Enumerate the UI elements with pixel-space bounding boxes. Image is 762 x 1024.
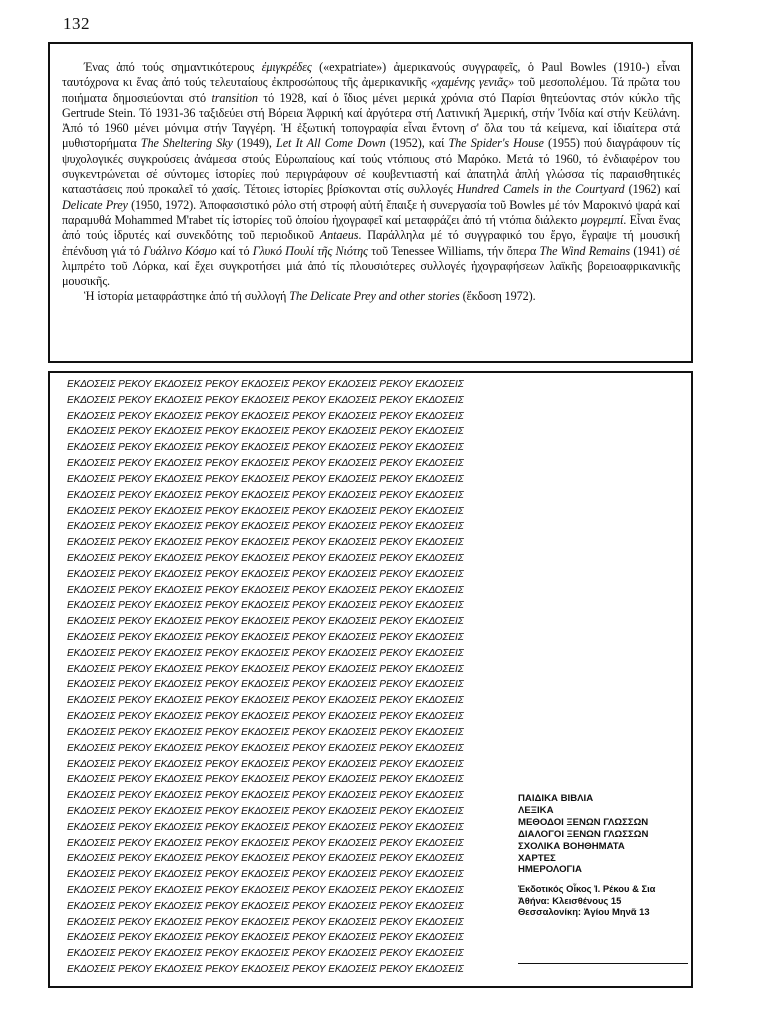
italic-title: Let It All Come Down bbox=[276, 136, 386, 151]
advert-row: ΕΚΔΟΣΕΙΣ ΡΕΚΟΥ ΕΚΔΟΣΕΙΣ ΡΕΚΟΥ ΕΚΔΟΣΕΙΣ ΡΕΚΟΥ ΕΚΔΟΣΕΙΣ ΡΕΚΟΥ ΕΚΔΟΣΕΙΣ bbox=[67, 711, 464, 723]
advert-row: ΕΚΔΟΣΕΙΣ ΡΕΚΟΥ ΕΚΔΟΣΕΙΣ ΡΕΚΟΥ ΕΚΔΟΣΕΙΣ ΡΕΚΟΥ ΕΚΔΟΣΕΙΣ ΡΕΚΟΥ ΕΚΔΟΣΕΙΣ bbox=[67, 632, 464, 643]
advert-row: ΕΚΔΟΣΕΙΣ ΡΕΚΟΥ ΕΚΔΟΣΕΙΣ ΡΕΚΟΥ ΕΚΔΟΣΕΙΣ ΡΕΚΟΥ ΕΚΔΟΣΕΙΣ ΡΕΚΟΥ ΕΚΔΟΣΕΙΣ bbox=[67, 442, 464, 454]
advert-row: ΕΚΔΟΣΕΙΣ ΡΕΚΟΥ ΕΚΔΟΣΕΙΣ ΡΕΚΟΥ ΕΚΔΟΣΕΙΣ ΡΕΚΟΥ ΕΚΔΟΣΕΙΣ ΡΕΚΟΥ ΕΚΔΟΣΕΙΣ bbox=[67, 853, 464, 865]
advert-row: ΕΚΔΟΣΕΙΣ ΡΕΚΟΥ ΕΚΔΟΣΕΙΣ ΡΕΚΟΥ ΕΚΔΟΣΕΙΣ ΡΕΚΟΥ ΕΚΔΟΣΕΙΣ ΡΕΚΟΥ ΕΚΔΟΣΕΙΣ bbox=[67, 663, 464, 675]
advert-row: ΕΚΔΟΣΕΙΣ ΡΕΚΟΥ ΕΚΔΟΣΕΙΣ ΡΕΚΟΥ ΕΚΔΟΣΕΙΣ ΡΕΚΟΥ ΕΚΔΟΣΕΙΣ ΡΕΚΟΥ ΕΚΔΟΣΕΙΣ bbox=[67, 458, 464, 470]
advert-row: ΕΚΔΟΣΕΙΣ ΡΕΚΟΥ ΕΚΔΟΣΕΙΣ ΡΕΚΟΥ ΕΚΔΟΣΕΙΣ ΡΕΚΟΥ ΕΚΔΟΣΕΙΣ ΡΕΚΟΥ ΕΚΔΟΣΕΙΣ bbox=[67, 821, 464, 833]
text-run: (1949), bbox=[232, 136, 277, 151]
advert-row: ΕΚΔΟΣΕΙΣ ΡΕΚΟΥ ΕΚΔΟΣΕΙΣ ΡΕΚΟΥ ΕΚΔΟΣΕΙΣ ΡΕΚΟΥ ΕΚΔΟΣΕΙΣ ΡΕΚΟΥ ΕΚΔΟΣΕΙΣ bbox=[67, 932, 464, 944]
catalog-item-dictionaries: ΛΕΞΙΚΑ bbox=[518, 804, 554, 816]
advert-row: ΕΚΔΟΣΕΙΣ ΡΕΚΟΥ ΕΚΔΟΣΕΙΣ ΡΕΚΟΥ ΕΚΔΟΣΕΙΣ ΡΕΚΟΥ ΕΚΔΟΣΕΙΣ ΡΕΚΟΥ ΕΚΔΟΣΕΙΣ bbox=[67, 394, 464, 406]
advert-row: ΕΚΔΟΣΕΙΣ ΡΕΚΟΥ ΕΚΔΟΣΕΙΣ ΡΕΚΟΥ ΕΚΔΟΣΕΙΣ ΡΕΚΟΥ ΕΚΔΟΣΕΙΣ ΡΕΚΟΥ ΕΚΔΟΣΕΙΣ bbox=[67, 885, 464, 896]
italic-title: «χαμένης γενιᾶς» bbox=[430, 75, 515, 90]
publisher-thessaloniki: Θεσσαλονίκη: Ἁγίου Μηνᾶ 13 bbox=[518, 906, 650, 918]
text-run: (1952), καί bbox=[385, 136, 449, 151]
catalog-item-school-aids: ΣΧΟΛΙΚΑ ΒΟΗΘΗΜΑΤΑ bbox=[518, 840, 625, 852]
italic-title: The Delicate Prey and other stories bbox=[289, 289, 460, 304]
advert-divider bbox=[518, 963, 688, 964]
text-run: τοῦ Tenessee Williams, τήν ὄπερα bbox=[367, 243, 540, 258]
advert-row: ΕΚΔΟΣΕΙΣ ΡΕΚΟΥ ΕΚΔΟΣΕΙΣ ΡΕΚΟΥ ΕΚΔΟΣΕΙΣ ΡΕΚΟΥ ΕΚΔΟΣΕΙΣ ΡΕΚΟΥ ΕΚΔΟΣΕΙΣ bbox=[67, 774, 464, 786]
advert-row: ΕΚΔΟΣΕΙΣ ΡΕΚΟΥ ΕΚΔΟΣΕΙΣ ΡΕΚΟΥ ΕΚΔΟΣΕΙΣ ΡΕΚΟΥ ΕΚΔΟΣΕΙΣ ΡΕΚΟΥ ΕΚΔΟΣΕΙΣ bbox=[67, 948, 464, 960]
catalog-item-calendars: ΗΜΕΡΟΛΟΓΙΑ bbox=[518, 864, 582, 876]
text-run: (ἔκδοση 1972). bbox=[459, 289, 536, 304]
catalog-item-childrens-books: ΠΑΙΔΙΚΑ ΒΙΒΛΙΑ bbox=[518, 793, 594, 804]
text-run: («expatriate») ἀμερικανούς συγγραφεῖς, ὁ Paul Bowles (1910-) εἶναι ταυτόχρονα κι ἕνας ἀπό τούς τελευταίους ἐκπροσώπους τῆς ἀμερικανικῆς bbox=[62, 60, 680, 90]
italic-title: Delicate Prey bbox=[62, 197, 128, 212]
advert-row: ΕΚΔΟΣΕΙΣ ΡΕΚΟΥ ΕΚΔΟΣΕΙΣ ΡΕΚΟΥ ΕΚΔΟΣΕΙΣ ΡΕΚΟΥ ΕΚΔΟΣΕΙΣ ΡΕΚΟΥ ΕΚΔΟΣΕΙΣ bbox=[67, 790, 464, 802]
catalog-item-maps: ΧΑΡΤΕΣ bbox=[518, 852, 556, 864]
catalog-item-phrasebooks: ΔΙΑΛΟΓΟΙ ΞΕΝΩΝ ΓΛΩΣΣΩΝ bbox=[518, 828, 649, 840]
italic-title: Antaeus bbox=[319, 228, 359, 243]
bio-paragraph bbox=[62, 60, 680, 289]
advert-row: ΕΚΔΟΣΕΙΣ ΡΕΚΟΥ ΕΚΔΟΣΕΙΣ ΡΕΚΟΥ ΕΚΔΟΣΕΙΣ ΡΕΚΟΥ ΕΚΔΟΣΕΙΣ ΡΕΚΟΥ ΕΚΔΟΣΕΙΣ bbox=[67, 964, 464, 976]
advert-row: ΕΚΔΟΣΕΙΣ ΡΕΚΟΥ ΕΚΔΟΣΕΙΣ ΡΕΚΟΥ ΕΚΔΟΣΕΙΣ ΡΕΚΟΥ ΕΚΔΟΣΕΙΣ ΡΕΚΟΥ ΕΚΔΟΣΕΙΣ bbox=[67, 600, 464, 612]
text-run: (1962) καί bbox=[624, 182, 681, 197]
advert-row: ΕΚΔΟΣΕΙΣ ΡΕΚΟΥ ΕΚΔΟΣΕΙΣ ΡΕΚΟΥ ΕΚΔΟΣΕΙΣ ΡΕΚΟΥ ΕΚΔΟΣΕΙΣ ΡΕΚΟΥ ΕΚΔΟΣΕΙΣ bbox=[67, 568, 464, 580]
text-run: (1955) πού διαγράφουν τίς ψυχολογικές συγκρούσεις ἀνάμεσα στούς Εὐρωπαίους καί τούς ντόπιους στό Μαρόκο. Μετά τό 1960, τό ἐνδιαφέρον του συγκεντρώνεται σέ σύντομες ἱστορίες πού περιγράφουν σέ κουβεντιαστή καί ἀπατηλά ἁπλή γλώσσα τίς παραισθητικές καταστάσεις πού προκαλεῖ τό χασίς. Τέτοιες ἱστορίες βρίσκονται στίς συλλογές bbox=[62, 136, 680, 197]
advert-row: ΕΚΔΟΣΕΙΣ ΡΕΚΟΥ ΕΚΔΟΣΕΙΣ ΡΕΚΟΥ ΕΚΔΟΣΕΙΣ ΡΕΚΟΥ ΕΚΔΟΣΕΙΣ ΡΕΚΟΥ ΕΚΔΟΣΕΙΣ bbox=[67, 916, 464, 928]
advert-row: ΕΚΔΟΣΕΙΣ ΡΕΚΟΥ ΕΚΔΟΣΕΙΣ ΡΕΚΟΥ ΕΚΔΟΣΕΙΣ ΡΕΚΟΥ ΕΚΔΟΣΕΙΣ ΡΕΚΟΥ ΕΚΔΟΣΕΙΣ bbox=[67, 552, 464, 564]
italic-title: transition bbox=[211, 90, 258, 105]
publisher-athens: Ἀθήνα: Κλεισθένους 15 bbox=[518, 894, 622, 906]
publisher-name: Ἐκδοτικός Οἶκος Ἰ. Ρέκου & Σια bbox=[518, 883, 656, 894]
advert-row: ΕΚΔΟΣΕΙΣ ΡΕΚΟΥ ΕΚΔΟΣΕΙΣ ΡΕΚΟΥ ΕΚΔΟΣΕΙΣ ΡΕΚΟΥ ΕΚΔΟΣΕΙΣ ΡΕΚΟΥ ΕΚΔΟΣΕΙΣ bbox=[67, 584, 464, 596]
advert-row: ΕΚΔΟΣΕΙΣ ΡΕΚΟΥ ΕΚΔΟΣΕΙΣ ΡΕΚΟΥ ΕΚΔΟΣΕΙΣ ΡΕΚΟΥ ΕΚΔΟΣΕΙΣ ΡΕΚΟΥ ΕΚΔΟΣΕΙΣ bbox=[67, 869, 464, 881]
author-bio bbox=[62, 60, 680, 305]
advert-row: ΕΚΔΟΣΕΙΣ ΡΕΚΟΥ ΕΚΔΟΣΕΙΣ ΡΕΚΟΥ ΕΚΔΟΣΕΙΣ ΡΕΚΟΥ ΕΚΔΟΣΕΙΣ ΡΕΚΟΥ ΕΚΔΟΣΕΙΣ bbox=[67, 679, 464, 691]
advert-row: ΕΚΔΟΣΕΙΣ ΡΕΚΟΥ ΕΚΔΟΣΕΙΣ ΡΕΚΟΥ ΕΚΔΟΣΕΙΣ ΡΕΚΟΥ ΕΚΔΟΣΕΙΣ ΡΕΚΟΥ ΕΚΔΟΣΕΙΣ bbox=[67, 647, 464, 659]
advert-row: ΕΚΔΟΣΕΙΣ ΡΕΚΟΥ ΕΚΔΟΣΕΙΣ ΡΕΚΟΥ ΕΚΔΟΣΕΙΣ ΡΕΚΟΥ ΕΚΔΟΣΕΙΣ ΡΕΚΟΥ ΕΚΔΟΣΕΙΣ bbox=[67, 695, 464, 707]
italic-title: The Spider's House bbox=[448, 136, 544, 151]
page-number: 132 bbox=[63, 14, 90, 33]
text-run: Ένας ἀπό τούς σημαντικότερους bbox=[84, 60, 262, 74]
advert-row: ΕΚΔΟΣΕΙΣ ΡΕΚΟΥ ΕΚΔΟΣΕΙΣ ΡΕΚΟΥ ΕΚΔΟΣΕΙΣ ΡΕΚΟΥ ΕΚΔΟΣΕΙΣ ΡΕΚΟΥ ΕΚΔΟΣΕΙΣ bbox=[67, 726, 464, 738]
advert-row: ΕΚΔΟΣΕΙΣ ΡΕΚΟΥ ΕΚΔΟΣΕΙΣ ΡΕΚΟΥ ΕΚΔΟΣΕΙΣ ΡΕΚΟΥ ΕΚΔΟΣΕΙΣ ΡΕΚΟΥ ΕΚΔΟΣΕΙΣ bbox=[67, 837, 464, 849]
advert-repeated-text bbox=[67, 377, 517, 978]
advert-row: ΕΚΔΟΣΕΙΣ ΡΕΚΟΥ ΕΚΔΟΣΕΙΣ ΡΕΚΟΥ ΕΚΔΟΣΕΙΣ ΡΕΚΟΥ ΕΚΔΟΣΕΙΣ ΡΕΚΟΥ ΕΚΔΟΣΕΙΣ bbox=[67, 616, 464, 628]
advert-row: ΕΚΔΟΣΕΙΣ ΡΕΚΟΥ ΕΚΔΟΣΕΙΣ ΡΕΚΟΥ ΕΚΔΟΣΕΙΣ ΡΕΚΟΥ ΕΚΔΟΣΕΙΣ ΡΕΚΟΥ ΕΚΔΟΣΕΙΣ bbox=[67, 758, 464, 770]
italic-title: Γυάλινο Κόσμο bbox=[143, 243, 217, 258]
advert-row: ΕΚΔΟΣΕΙΣ ΡΕΚΟΥ ΕΚΔΟΣΕΙΣ ΡΕΚΟΥ ΕΚΔΟΣΕΙΣ ΡΕΚΟΥ ΕΚΔΟΣΕΙΣ ΡΕΚΟΥ ΕΚΔΟΣΕΙΣ bbox=[67, 537, 464, 549]
text-run: καί τό bbox=[216, 243, 253, 258]
advert-row: ΕΚΔΟΣΕΙΣ ΡΕΚΟΥ ΕΚΔΟΣΕΙΣ ΡΕΚΟΥ ΕΚΔΟΣΕΙΣ ΡΕΚΟΥ ΕΚΔΟΣΕΙΣ ΡΕΚΟΥ ΕΚΔΟΣΕΙΣ bbox=[67, 473, 464, 485]
advert-row: ΕΚΔΟΣΕΙΣ ΡΕΚΟΥ ΕΚΔΟΣΕΙΣ ΡΕΚΟΥ ΕΚΔΟΣΕΙΣ ΡΕΚΟΥ ΕΚΔΟΣΕΙΣ ΡΕΚΟΥ ΕΚΔΟΣΕΙΣ bbox=[67, 805, 464, 817]
advert-row: ΕΚΔΟΣΕΙΣ ΡΕΚΟΥ ΕΚΔΟΣΕΙΣ ΡΕΚΟΥ ΕΚΔΟΣΕΙΣ ΡΕΚΟΥ ΕΚΔΟΣΕΙΣ ΡΕΚΟΥ ΕΚΔΟΣΕΙΣ bbox=[67, 521, 464, 533]
text-run: . Εἶναι ἕνας ἀπό τούς ἱδρυτές καί συνεκδότης τοῦ περιοδικοῦ bbox=[62, 212, 681, 243]
advert-row: ΕΚΔΟΣΕΙΣ ΡΕΚΟΥ ΕΚΔΟΣΕΙΣ ΡΕΚΟΥ ΕΚΔΟΣΕΙΣ ΡΕΚΟΥ ΕΚΔΟΣΕΙΣ ΡΕΚΟΥ ΕΚΔΟΣΕΙΣ bbox=[67, 410, 464, 422]
text-run: (1941) σέ λιμπρέτο τοῦ Λόρκα, καί ἔχει συγκροτήσει μιά ἀπό τίς πλουσιότερες συλλογές ἠχογραφήσεων λαϊκῆς βορειοαφρικανικῆς μουσικῆς. bbox=[62, 243, 681, 289]
italic-title: Γλυκό Πουλί τῆς Νιότης bbox=[252, 243, 368, 258]
text-run: τοῦ μεσοπολέμου. Τά πρῶτα του ποιήματα δημοσιεύονται στό bbox=[62, 75, 681, 105]
italic-title: μογρεμπί bbox=[580, 212, 624, 227]
publisher-address bbox=[518, 883, 688, 918]
advert-row: ΕΚΔΟΣΕΙΣ ΡΕΚΟΥ ΕΚΔΟΣΕΙΣ ΡΕΚΟΥ ΕΚΔΟΣΕΙΣ ΡΕΚΟΥ ΕΚΔΟΣΕΙΣ ΡΕΚΟΥ ΕΚΔΟΣΕΙΣ bbox=[67, 426, 464, 438]
advert-catalog-list bbox=[518, 793, 686, 876]
advert-row: ΕΚΔΟΣΕΙΣ ΡΕΚΟΥ ΕΚΔΟΣΕΙΣ ΡΕΚΟΥ ΕΚΔΟΣΕΙΣ ΡΕΚΟΥ ΕΚΔΟΣΕΙΣ ΡΕΚΟΥ ΕΚΔΟΣΕΙΣ bbox=[67, 379, 464, 390]
text-run: (1950, 1972). Ἀποφασιστικό ρόλο στή στροφή αὐτή ἔπαιξε ἡ συνεργασία τοῦ Bowles μέ τόν Μαροκινό ψαρά καί παραμυθά Mohammed M'rabet τίς ἱστορίες τοῦ ὁποίου ἠχογραφεῖ καί μεταφράζει ἀπό τή ντόπια διάλεκτο bbox=[62, 197, 680, 227]
italic-title: The Sheltering Sky bbox=[140, 136, 233, 151]
text-run: . Παράλληλα μέ τό συγγραφικό του ἔργο, ἔγραψε τή μουσική ἐπένδυση γιά τό bbox=[62, 228, 681, 258]
italic-title: Hundred Camels in the Courtyard bbox=[456, 182, 625, 197]
catalog-item-language-methods: ΜΕΘΟΔΟΙ ΞΕΝΩΝ ΓΛΩΣΣΩΝ bbox=[518, 816, 649, 828]
bio-source-note bbox=[62, 289, 680, 304]
advert-row: ΕΚΔΟΣΕΙΣ ΡΕΚΟΥ ΕΚΔΟΣΕΙΣ ΡΕΚΟΥ ΕΚΔΟΣΕΙΣ ΡΕΚΟΥ ΕΚΔΟΣΕΙΣ ΡΕΚΟΥ ΕΚΔΟΣΕΙΣ bbox=[67, 505, 464, 517]
text-run: τό 1928, καί ὁ ἴδιος μένει μερικά χρόνια στό Παρίσι θητεύοντας στόν κύκλο τῆς Gertrude Stein. Τό 1931-36 ταξιδεύει στή Βόρεια Ἀφρική καί ἀργότερα στή Λατινική Ἀμερική, στήν Ἰνδία καί στήν Κεϋλάνη. Ἀπό τό 1960 μένει μόνιμα στήν Ταγγέρη. Ἡ ἐξωτική τοπογραφία εἶναι ἔντονη σ' ὅλα του τά κείμενα, καί ἰδιαίτερα στά μυθιστορήματα bbox=[62, 90, 680, 151]
text-run: Ἡ ἱστορία μεταφράστηκε ἀπό τή συλλογή bbox=[84, 289, 290, 304]
italic-title: ἐμιγκρέδες bbox=[261, 60, 312, 74]
advert-row: ΕΚΔΟΣΕΙΣ ΡΕΚΟΥ ΕΚΔΟΣΕΙΣ ΡΕΚΟΥ ΕΚΔΟΣΕΙΣ ΡΕΚΟΥ ΕΚΔΟΣΕΙΣ ΡΕΚΟΥ ΕΚΔΟΣΕΙΣ bbox=[67, 489, 464, 501]
italic-title: The Wind Remains bbox=[539, 243, 630, 258]
advert-row: ΕΚΔΟΣΕΙΣ ΡΕΚΟΥ ΕΚΔΟΣΕΙΣ ΡΕΚΟΥ ΕΚΔΟΣΕΙΣ ΡΕΚΟΥ ΕΚΔΟΣΕΙΣ ΡΕΚΟΥ ΕΚΔΟΣΕΙΣ bbox=[67, 742, 464, 754]
advert-row: ΕΚΔΟΣΕΙΣ ΡΕΚΟΥ ΕΚΔΟΣΕΙΣ ΡΕΚΟΥ ΕΚΔΟΣΕΙΣ ΡΕΚΟΥ ΕΚΔΟΣΕΙΣ ΡΕΚΟΥ ΕΚΔΟΣΕΙΣ bbox=[67, 900, 464, 912]
